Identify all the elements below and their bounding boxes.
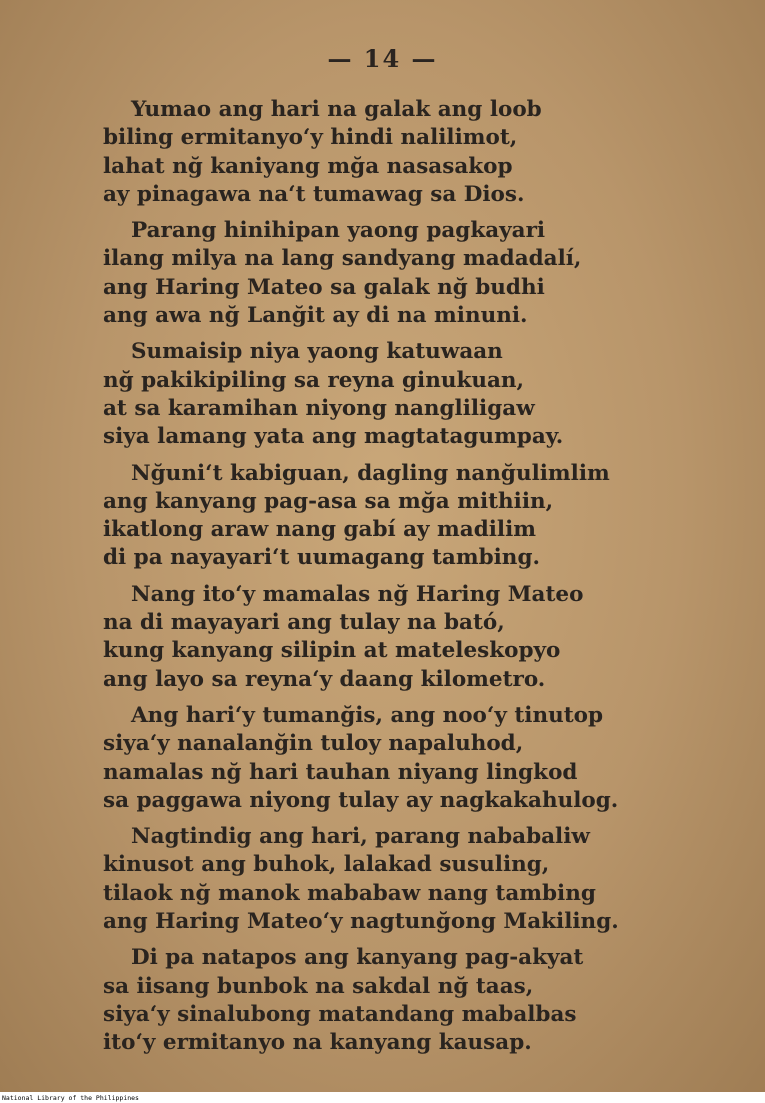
stanza xyxy=(103,944,703,1057)
poem-line: ang Haring Mateo sa galak nğ budhi xyxy=(103,274,545,300)
stanza xyxy=(103,823,703,936)
poem-line: namalas nğ hari tauhan niyang lingkod xyxy=(103,759,578,785)
poem-line: Parang hinihipan yaong pagkayari xyxy=(131,218,546,244)
poem-line: sa paggawa niyong tulay ay nagkakahulog. xyxy=(103,787,619,813)
stanza xyxy=(103,217,703,330)
stanza xyxy=(103,96,703,209)
poem-line: biling ermitanyo‘y hindi nalilimot, xyxy=(103,125,518,151)
poem-line: ang awa nğ Lanğit ay di na minuni. xyxy=(103,303,528,329)
stanza xyxy=(103,702,703,815)
poem-line: ikatlong araw nang gabí ay madilim xyxy=(103,517,537,543)
stanza xyxy=(103,581,703,694)
poem-line: at sa karamihan niyong nangliligaw xyxy=(103,395,535,421)
poem-line: Nagtindig ang hari, parang nababaliw xyxy=(131,824,590,850)
poem-line: di pa nayayari‘t uumagang tambing. xyxy=(103,545,540,571)
page-number: — 14 — xyxy=(327,44,438,73)
stanza xyxy=(103,338,703,451)
poem-line: kinusot ang buhok, lalakad susuling, xyxy=(103,852,550,878)
stanza xyxy=(103,460,703,573)
poem-line: Nğuni‘t kabiguan, dagling nanğulimlim xyxy=(131,460,610,486)
poem-line: ay pinagawa na‘t tumawag sa Dios. xyxy=(103,181,525,207)
poem-line: ilang milya na lang sandyang madadalí, xyxy=(103,246,582,272)
poem-line: tilaok nğ manok mababaw nang tambing xyxy=(103,880,596,906)
poem-line: siya lamang yata ang magtatagumpay. xyxy=(103,424,564,450)
poem-line: lahat nğ kaniyang mğa nasasakop xyxy=(103,153,513,179)
poem-line: ang kanyang pag-asa sa mğa mithiin, xyxy=(103,488,554,514)
poem-line: kung kanyang silipin at mateleskopyo xyxy=(103,638,561,664)
poem-line: ang layo sa reyna‘y daang kilometro. xyxy=(103,666,546,692)
poem-line: Sumaisip niya yaong katuwaan xyxy=(131,339,503,365)
poem-line: sa iisang bunbok na sakdal nğ taas, xyxy=(103,973,534,999)
poem-line: ang Haring Mateo‘y nagtunğong Makiling. xyxy=(103,909,619,935)
poem-line: siya‘y nanalanğin tuloy napaluhod, xyxy=(103,731,524,757)
poem-line: nğ pakikipiling sa reyna ginukuan, xyxy=(103,367,525,393)
poem-line: siya‘y sinalubong matandang mabalbas xyxy=(103,1001,577,1027)
poem-line: Di pa natapos ang kanyang pag-akyat xyxy=(131,945,584,971)
poem-line: Nang ito‘y mamalas nğ Haring Mateo xyxy=(131,581,584,607)
poem-line: Ang hari‘y tumanğis, ang noo‘y tinutop xyxy=(131,702,604,728)
poem-line: ito‘y ermitanyo na kanyang kausap. xyxy=(103,1030,532,1056)
poem-line: Yumao ang hari na galak ang loob xyxy=(131,97,542,122)
library-credit: National Library of the Philippines xyxy=(0,1093,765,1103)
poem-line: na di mayayari ang tulay na bató, xyxy=(103,610,505,636)
poem-body xyxy=(103,96,703,1066)
